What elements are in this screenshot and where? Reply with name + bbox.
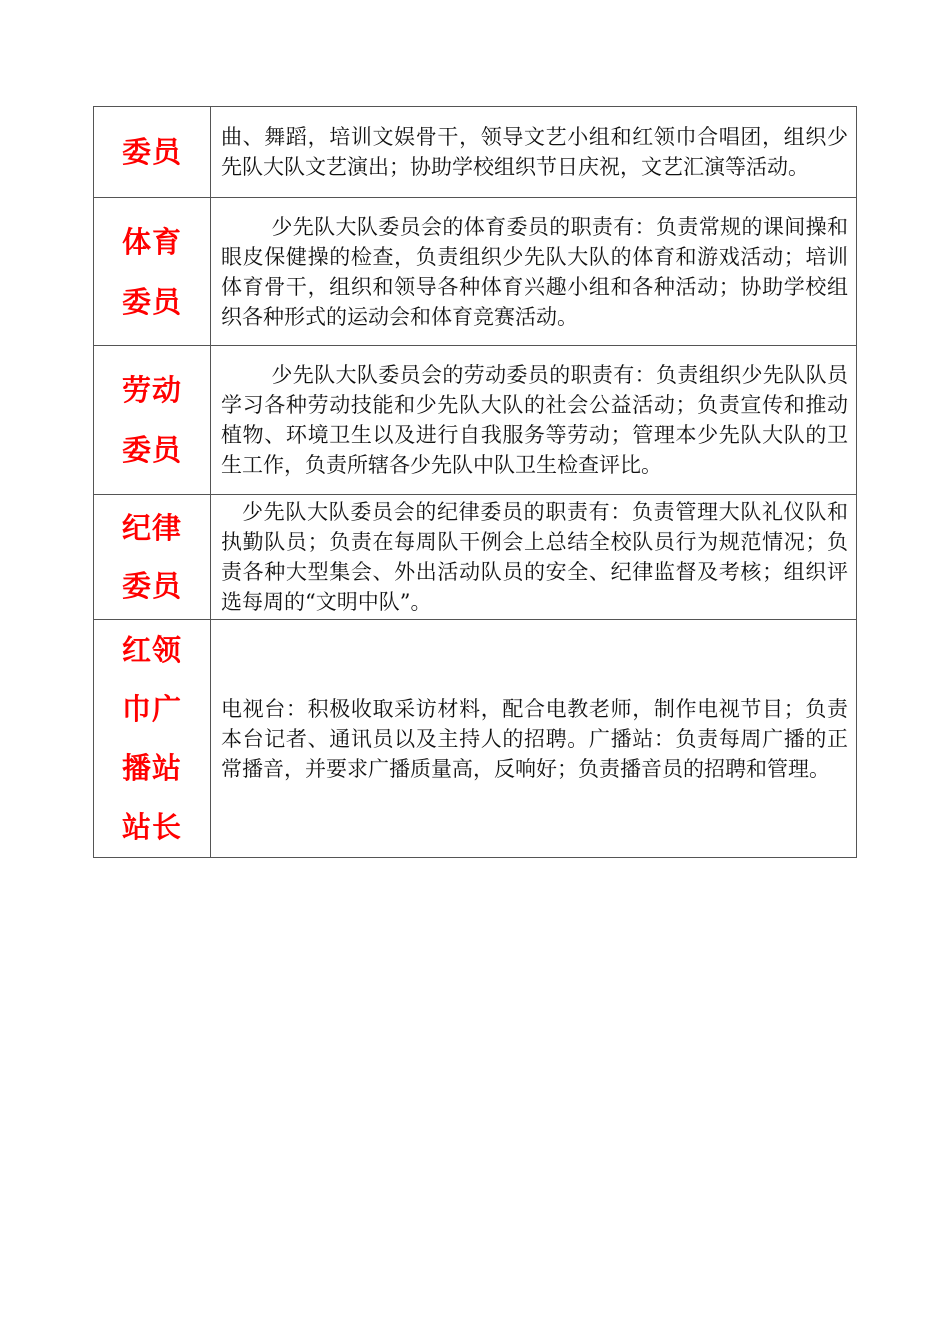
duty-table <box>93 106 857 858</box>
role-label: 播站 <box>121 750 182 785</box>
role-label: 巾广 <box>121 691 182 726</box>
role-label: 委员 <box>121 433 182 467</box>
table-row <box>94 198 857 346</box>
table-row <box>94 107 857 198</box>
role-label: 红领 <box>121 632 182 667</box>
role-label: 劳动 <box>121 373 182 407</box>
role-cell <box>94 620 211 858</box>
role-label: 纪律 <box>121 511 182 545</box>
role-cell <box>94 346 211 495</box>
role-cell <box>94 495 211 620</box>
description-cell: 少先队大队委员会的体育委员的职责有：负责常规的课间操和眼皮保健操的检查，负责组织少先队大队的体育和游戏活动；培训体育骨干，组织和领导各种体育兴趣小组和各种活动；协助学校组织各种形式的运动会和体育竞赛活动。 <box>211 198 857 346</box>
role-cell <box>94 107 211 198</box>
role-label: 体育 <box>121 224 182 259</box>
role-label: 委员 <box>121 569 182 603</box>
description-cell: 电视台：积极收取采访材料，配合电教老师，制作电视节目；负责本台记者、通讯员以及主持人的招聘。广播站：负责每周广播的正常播音，并要求广播质量高，反响好；负责播音员的招聘和管理。 <box>211 620 857 858</box>
role-cell <box>94 198 211 346</box>
table-row <box>94 346 857 495</box>
role-label: 委员 <box>121 284 182 319</box>
description-cell: 少先队大队委员会的劳动委员的职责有：负责组织少先队队员学习各种劳动技能和少先队大队的社会公益活动；负责宣传和推动植物、环境卫生以及进行自我服务等劳动；管理本少先队大队的卫生工作，负责所辖各少先队中队卫生检查评比。 <box>211 346 857 495</box>
table-row <box>94 620 857 858</box>
description-cell: 少先队大队委员会的纪律委员的职责有：负责管理大队礼仪队和执勤队员；负责在每周队干例会上总结全校队员行为规范情况；负责各种大型集会、外出活动队员的安全、纪律监督及考核；组织评选每周的“文明中队”。 <box>211 495 857 620</box>
table-row <box>94 495 857 620</box>
description-cell: 曲、舞蹈，培训文娱骨干，领导文艺小组和红领巾合唱团，组织少先队大队文艺演出；协助学校组织节日庆祝，文艺汇演等活动。 <box>211 107 857 198</box>
role-label: 站长 <box>121 809 182 844</box>
role-label: 委员 <box>121 135 182 169</box>
